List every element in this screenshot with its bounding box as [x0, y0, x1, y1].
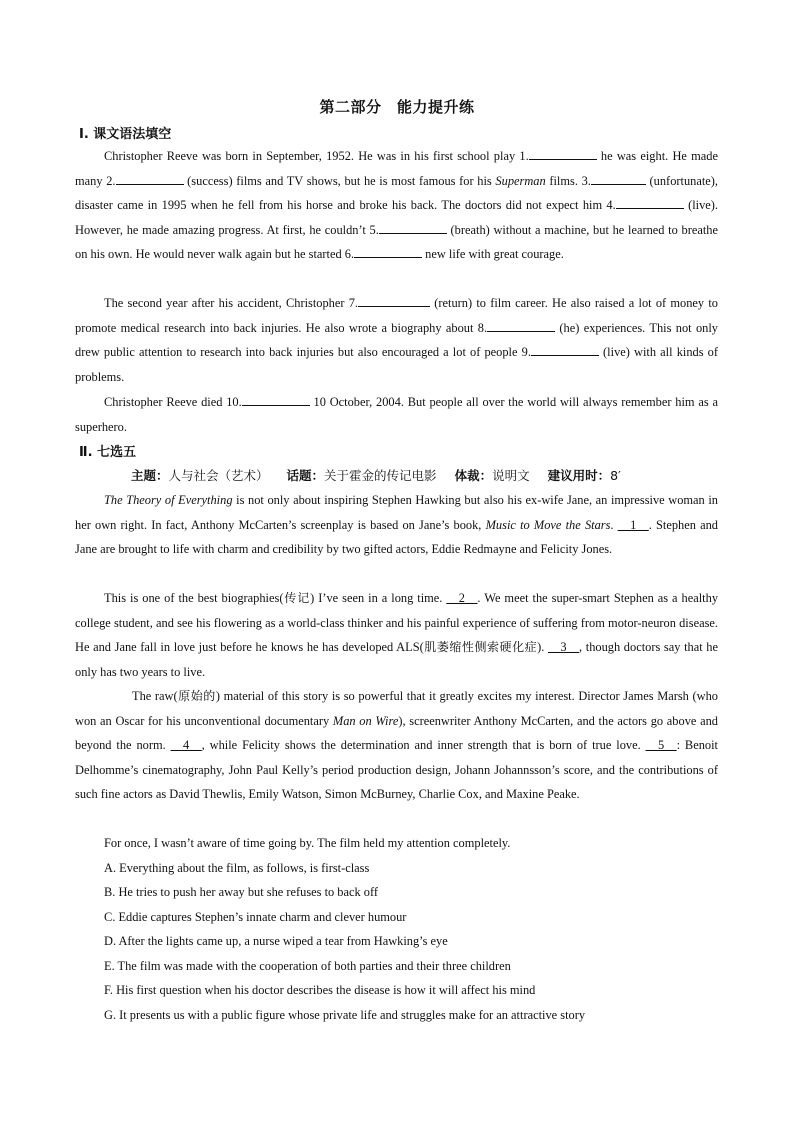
text: Christopher Reeve was born in September, 1952. He was in his first school play 1.	[104, 149, 529, 163]
text: This is one of the best biographies(	[104, 591, 284, 605]
text: (live). However, he made amazing progress. At first, he couldn’t 5.	[75, 198, 719, 237]
passage-paragraph-3	[75, 684, 718, 807]
cjk-gloss: 肌萎缩性侧索硬化症	[423, 640, 538, 655]
cjk-gloss: 传记	[283, 591, 311, 605]
text: ) material of this story is so powerful that it greatly excites my interest. Director James Marsh (who won an Oscar for his unconventional documentary	[75, 689, 718, 728]
text: . Stephen and Jane are brought to life with charm and credibility by two gifted actors, Eddie Redmayne and Felicity Jones.	[75, 517, 718, 557]
passage-paragraph-4: For once, I wasn’t aware of time going by. The film held my attention completely.	[104, 836, 511, 850]
text: , while Felicity shows the determination and inner strength that is born of true love.	[201, 738, 646, 753]
text: (he) experiences. This not only drew public attention to research into back injuries but also encouraged a lot of people 9.	[75, 320, 718, 360]
text: (unfortunate), disaster came in 1995 when he fell from his horse and broke his back. The doctors did not expect him 4.	[75, 173, 719, 213]
passage-paragraph-2	[75, 586, 718, 684]
gap-4[interactable]: __4__	[170, 738, 202, 753]
text: , though doctors say that he only has two years to live.	[75, 640, 718, 679]
section-heading-grammar: Ⅰ. 课文语法填空	[79, 127, 172, 142]
blank-3[interactable]	[591, 172, 646, 185]
section-heading-seven-choose-five: Ⅱ. 七选五	[79, 445, 137, 460]
text: is not only about inspiring Stephen Hawking but also his ex-wife Jane, an impressive woman in her own right. In fact, Anthony McCarten’s screenplay is based on Jane’s book,	[75, 493, 718, 532]
italic-title: Superman	[495, 173, 546, 188]
text: The second year after his accident, Christopher 7.	[104, 296, 359, 310]
grammar-paragraph-2	[75, 291, 718, 389]
grammar-paragraph-3	[75, 390, 718, 439]
cjk-gloss: 原始的	[177, 689, 216, 703]
option-d[interactable]: D. After the lights came up, a nurse wiped a tear from Hawking’s eye	[104, 934, 448, 948]
blank-6[interactable]	[354, 245, 422, 258]
text: he was eight. He made many 2.	[75, 149, 718, 188]
gap-2[interactable]: __2__	[446, 591, 478, 605]
text: The raw(	[132, 689, 178, 703]
option-c[interactable]: C. Eddie captures Stephen’s innate charm and clever humour	[104, 910, 407, 924]
blank-10[interactable]	[242, 393, 310, 406]
documentary-title: Man on Wire	[332, 713, 399, 728]
option-f[interactable]: F. His first question when his doctor describes the disease is how it will affect his mind	[104, 983, 536, 997]
page-title: 第二部分 能力提升练	[319, 98, 475, 116]
passage-meta	[131, 466, 621, 484]
text: .	[610, 517, 618, 532]
blank-9[interactable]	[531, 343, 599, 356]
topic-value: 关于霍金的传记电影	[324, 468, 437, 483]
theme-label: 主题：	[131, 468, 169, 483]
blank-1[interactable]	[529, 147, 597, 160]
text: : Benoit Delhomme’s cinematography, John Paul Kelly’s period production design, Johann Johannsson’s score, and the contributions of such fine actors as David Thewlis, Emily Watson, Simon McBurney, Charlie Cox, and Maxine Peake.	[75, 738, 718, 802]
text: (return) to film career. He also raised a lot of money to promote medical research into back injuries. He also wrote a biography about 8.	[75, 296, 719, 335]
gap-1[interactable]: __1__	[617, 517, 649, 532]
option-g[interactable]: G. It presents us with a public figure whose private life and struggles make for an attractive story	[104, 1008, 586, 1022]
grammar-paragraph-1	[75, 144, 718, 267]
option-b[interactable]: B. He tries to push her away but she refuses to back off	[104, 885, 379, 899]
topic-label: 话题：	[286, 468, 325, 483]
theme-value: 人与社会（艺术）	[168, 468, 269, 483]
text: (success) films and TV shows, but he is most famous for his	[183, 173, 496, 188]
blank-7[interactable]	[358, 294, 430, 307]
text: 10 October, 2004. But people all over the world will always remember him as a superhero.	[75, 395, 719, 434]
gap-5[interactable]: __5__	[645, 738, 677, 753]
text: Christopher Reeve died 10.	[104, 395, 242, 409]
text: films. 3.	[545, 173, 591, 188]
genre-value: 说明文	[492, 468, 530, 483]
text: (breath) without a machine, but he learned to breathe on his own. He would never walk again but he started 6.	[75, 222, 718, 262]
time-value: 8′	[610, 468, 621, 483]
text: ).	[537, 640, 549, 655]
text: new life with great courage.	[422, 247, 564, 262]
blank-8[interactable]	[487, 319, 555, 332]
passage-paragraph-1	[75, 488, 718, 562]
time-label: 建议用时：	[547, 468, 611, 483]
blank-2[interactable]	[116, 172, 184, 185]
gap-3[interactable]: __3__	[548, 640, 580, 655]
text: ) I’ve seen in a long time.	[310, 591, 447, 605]
text: (live) with all kinds of problems.	[75, 345, 718, 384]
text: ), screenwriter Anthony McCarten, and the actors go above and beyond the norm.	[75, 713, 718, 753]
option-a[interactable]: A. Everything about the film, as follows, is first-class	[104, 861, 370, 875]
blank-4[interactable]	[616, 196, 684, 209]
genre-label: 体裁：	[454, 468, 493, 483]
blank-5[interactable]	[379, 221, 447, 234]
book-title: Music to Move the Stars	[485, 517, 611, 532]
option-e[interactable]: E. The film was made with the cooperation of both parties and their three children	[104, 959, 511, 973]
film-title: The Theory of Everything	[104, 493, 233, 507]
text: . We meet the super-smart Stephen as a healthy college student, and see his flowering as a world-class thinker and his painful experience of suffering from motor-neuron disease. He and Jane fall in love just before he knows he has developed ALS(	[75, 591, 719, 655]
